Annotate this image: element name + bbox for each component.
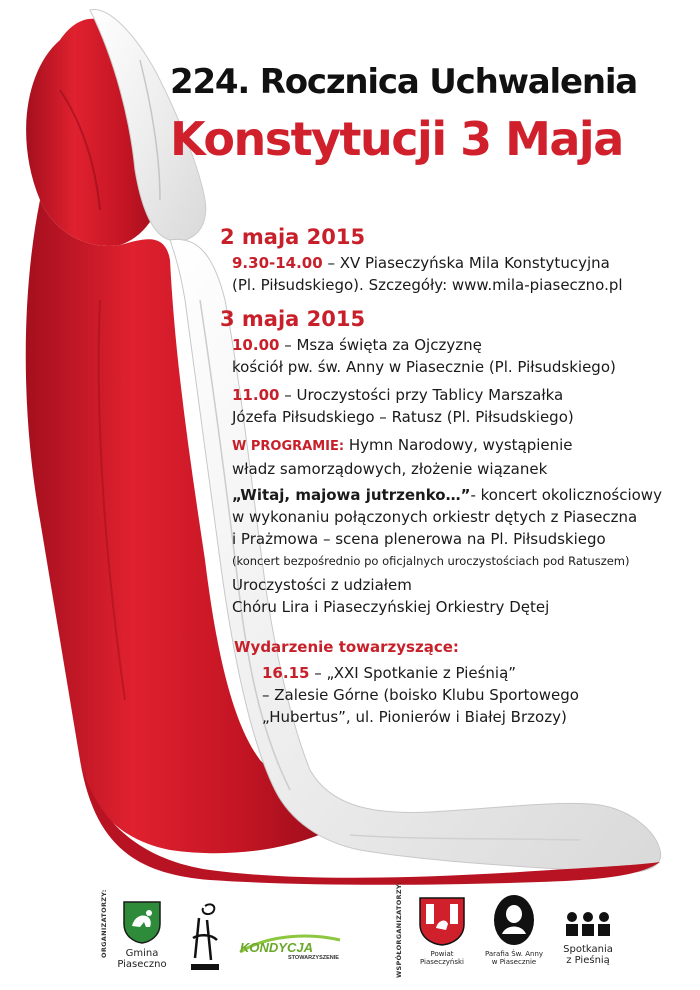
- event-mass-text-2: kościół pw. św. Anny w Piasecznie (Pl. Piłsudskiego): [232, 358, 616, 376]
- side-event-text-3: „Hubertus”, ul. Pionierów i Białej Brzozy): [262, 708, 567, 726]
- side-event-time: 16.15: [262, 664, 310, 682]
- event-ceremony-text-2: Józefa Piłsudskiego – Ratusz (Pl. Piłsudskiego): [232, 408, 574, 426]
- side-event-label: Wydarzenie towarzyszące:: [234, 638, 459, 656]
- participants-text-1: Uroczystości z udziałem: [232, 576, 412, 594]
- parafia-madonna-icon: [492, 894, 536, 946]
- parafia-caption: Parafia Św. Anny w Piasecznie: [484, 950, 544, 966]
- concert-text-2: w wykonaniu połączonych orkiestr dętych z Piaseczna: [232, 508, 638, 526]
- event-ceremony-time: 11.00: [232, 386, 280, 404]
- participants-text-2: Chóru Lira i Piaseczyńskiej Orkiestry Dętej: [232, 598, 550, 616]
- gmina-piaseczno-crest-icon: [122, 900, 162, 944]
- side-event-text-1: – „XXI Spotkanie z Pieśnią”: [309, 664, 517, 682]
- event-ceremony-text-1: – Uroczystości przy Tablicy Marszałka: [279, 386, 564, 404]
- event-mila-text-2: (Pl. Piłsudskiego). Szczegóły: www.mila-piaseczno.pl: [232, 276, 623, 294]
- event-mass: [232, 334, 690, 378]
- kondycja-wordmark: KONDYCJA: [240, 940, 313, 955]
- concert-text-3: i Prażmowa – scena plenerowa na Pl. Piłsudskiego: [232, 530, 606, 548]
- title-line-2: Konstytucji 3 Maja: [170, 112, 623, 166]
- event-mass-text-1: – Msza święta za Ojczyznę: [279, 336, 482, 354]
- date-may-2: 2 maja 2015: [220, 225, 366, 249]
- kondycja-subtitle: STOWARZYSZENIE: [288, 955, 339, 960]
- program-label: W PROGRAMIE:: [232, 439, 345, 454]
- concert-text-1: - koncert okolicznościowy: [470, 486, 662, 504]
- event-mila-time: 9.30-14.00: [232, 254, 323, 272]
- organizers-label: ORGANIZATORZY:: [100, 889, 108, 958]
- side-event: [262, 662, 690, 728]
- event-ceremony: [232, 384, 690, 428]
- side-event-text-2: – Zalesie Górne (boisko Klubu Sportowego: [262, 686, 579, 704]
- concert-title: „Witaj, majowa jutrzenko…”: [232, 486, 471, 504]
- program-content: [220, 226, 690, 728]
- program-text-1: Hymn Narodowy, wystąpienie: [344, 436, 573, 454]
- powiat-caption: Powiat Piaseczyński: [419, 950, 464, 966]
- date-may-3: 3 maja 2015: [220, 307, 366, 331]
- event-mila-text-1: – XV Piaseczyńska Mila Konstytucyjna: [322, 254, 610, 272]
- spotkania-singers-icon: [563, 910, 613, 940]
- powiat-piaseczynski-crest-icon: [418, 896, 466, 946]
- concert-note: (koncert bezpośrednio po oficjalnych uroczystościach pod Ratuszem): [232, 554, 630, 568]
- program-details: [232, 434, 690, 618]
- program-text-2: władz samorządowych, złożenie wiązanek: [232, 460, 548, 478]
- event-mila: [232, 252, 690, 296]
- title-line-1: 224. Rocznica Uchwalenia: [170, 62, 638, 102]
- gmina-piaseczno-caption: Gmina Piaseczno: [117, 948, 167, 970]
- orchestra-logo-icon: [185, 898, 225, 978]
- sponsors-footer: [0, 881, 700, 990]
- coorganizers-label: WSPÓŁORGANIZATORZY:: [395, 881, 403, 978]
- kondycja-logo-icon: [236, 930, 346, 960]
- spotkania-caption: Spotkania z Pieśnią: [563, 944, 613, 966]
- event-mass-time: 10.00: [232, 336, 280, 354]
